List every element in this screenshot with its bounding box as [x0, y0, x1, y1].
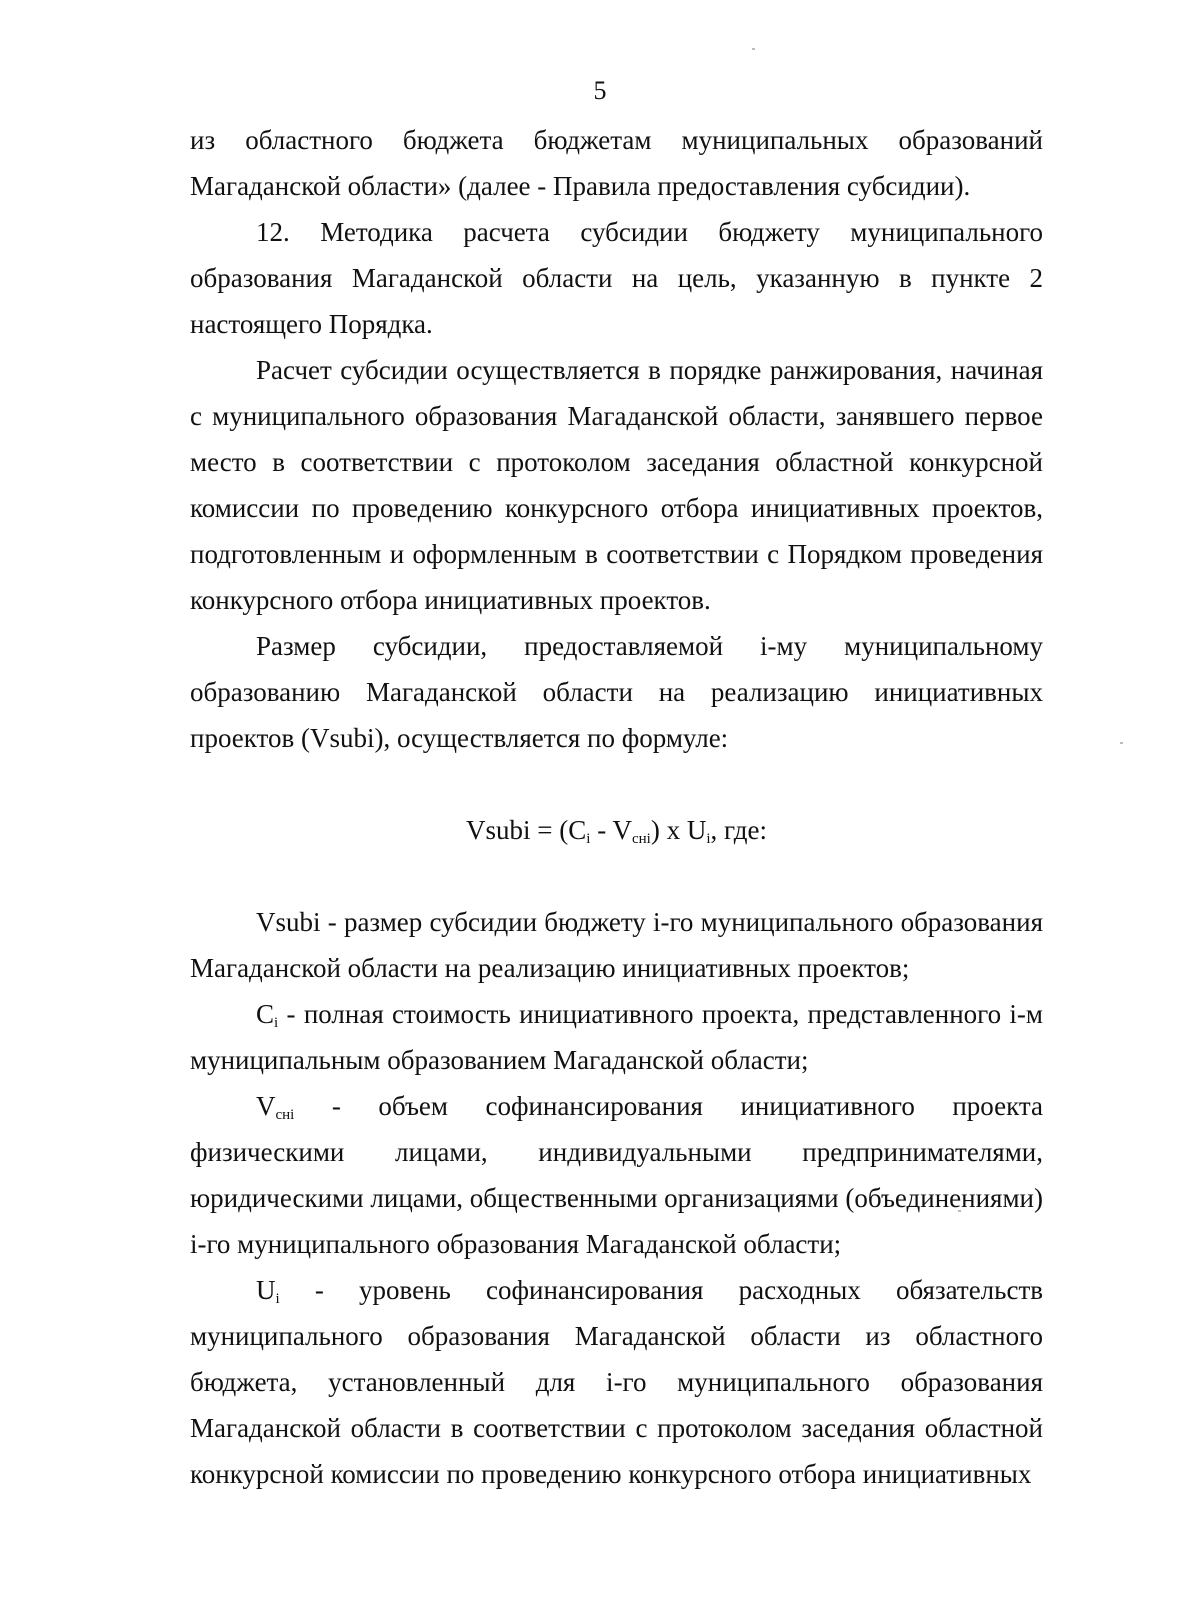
formula-lhs: Vsubi = (C — [466, 815, 587, 845]
formula — [190, 807, 1043, 853]
formula-sub-i: i — [706, 831, 711, 847]
symbol-c-sub: i — [274, 1015, 279, 1031]
symbol-v-sub: снi — [275, 1107, 295, 1123]
formula-tail: , где: — [710, 815, 767, 845]
paragraph-subsidy-size: Размер субсидии, предоставляемой i-му муниципальному образованию Магаданской области на реализацию инициативных проектов (Vsubi), осуществляется по формуле: — [190, 631, 1043, 753]
paragraph-continuation: из областного бюджета бюджетам муниципальных образований Магаданской области» (далее - Правила предоставления субсидии). — [190, 125, 1043, 201]
definition-vcni — [190, 1083, 1043, 1267]
definition-vsubi: Vsubi - размер субсидии бюджету i-го муниципального образования Магаданской области на реализацию инициативных проектов; — [190, 907, 1043, 983]
definition-ci — [190, 991, 1043, 1083]
paragraph-calculation: Расчет субсидии осуществляется в порядке ранжирования, начиная с муниципального образования Магаданской области, занявшего первое место в соответствии с протоколом заседания областной конкурсной комиссии по проведению конкурсного отбора инициативных проектов, подготовленным и оформленным в соответствии с Порядком проведения конкурсного отбора инициативных проектов. — [190, 355, 1043, 615]
definition-ui-text: - уровень софинансирования расходных обязательств муниципального образования Магаданской области из областного бюджета, установленный для i-го муниципального образования Магаданской области в соответствии с протоколом заседания областной конкурсной комиссии по проведению конкурсного отбора инициативных — [190, 1275, 1043, 1489]
symbol-u: U — [256, 1275, 276, 1305]
formula-sub-cni: снi — [631, 831, 651, 847]
paragraph-methodology: 12. Методика расчета субсидии бюджету муниципального образования Магаданской области на цель, указанную в пункте 2 настоящего Порядка. — [190, 217, 1043, 339]
symbol-u-sub: i — [275, 1291, 280, 1307]
scan-speck — [1120, 742, 1123, 744]
formula-sub-i: i — [586, 831, 591, 847]
definition-vcni-text: - объем софинансирования инициативного проекта физическими лицами, индивидуальными предпринимателями, юридическими лицами, общественными организациями (объединениями) i-го муниципального образования Магаданской области; — [190, 1091, 1043, 1259]
symbol-v: V — [256, 1091, 276, 1121]
page-number: 5 — [593, 76, 607, 105]
formula-mid: ) x U — [650, 815, 707, 845]
scan-speck — [752, 48, 755, 50]
document-body — [190, 117, 1043, 1497]
symbol-c: C — [256, 999, 275, 1029]
definition-ci-text: - полная стоимость инициативного проекта, представленного i-м муниципальным образованием Магаданской области; — [190, 999, 1043, 1075]
formula-minus: - V — [590, 815, 632, 845]
definition-ui — [190, 1267, 1043, 1497]
